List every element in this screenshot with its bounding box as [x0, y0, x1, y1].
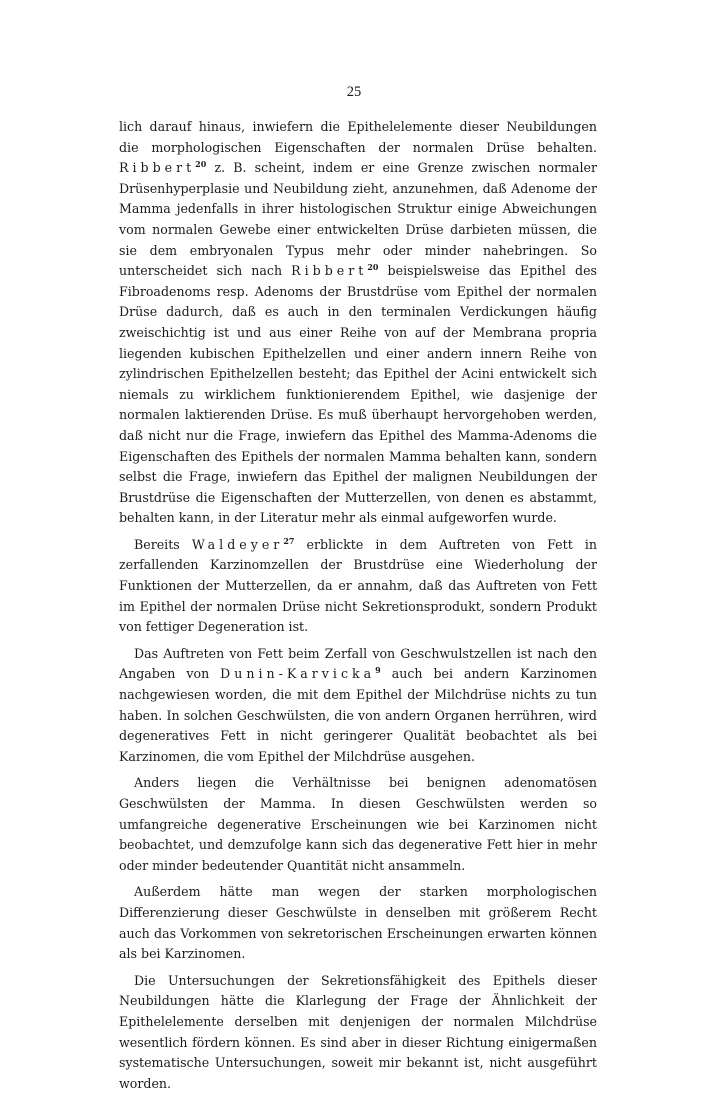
paragraph-text: z. B. scheint, indem er eine Grenze zwischen normaler Drüsenhyperplasie und Neubildung zieht, anzunehmen, daß Adenome der Mamma jedenfalls in ihrer histologischen Struktur einige Abweichungen vom normalen Gewebe einer entwickelten Drüse darbieten müssen, die sie dem embryonalen Typus mehr oder minder nahebringen. So unterscheidet sich nach	[119, 160, 597, 279]
paragraph	[119, 117, 597, 529]
author-name: Ribbert	[119, 160, 196, 176]
author-name: Waldeyer	[191, 536, 284, 552]
paragraph	[119, 535, 597, 638]
paragraph-text: Anders liegen die Verhältnisse bei benignen adenomatösen Geschwülsten der Mamma. In diesen Geschwülsten werden so umfangreiche degenerative Erscheinungen wie bei Karzinomen nicht beobachtet, und demzufolge kann sich das degenerative Fett hier in mehr oder minder bedeutender Quantität nicht ansammeln.	[119, 775, 597, 873]
author-name: Ribbert	[291, 263, 368, 279]
paragraph-text: erblickte in dem Auftreten von Fett in zerfallenden Karzinomzellen der Brustdrüse eine Wiederholung der Funktionen der Mutterzellen, da er annahm, daß das Auftreten von Fett im Epithel der normalen Drüse nicht Sekretionsprodukt, sondern Produkt von fettiger Degeneration ist.	[119, 536, 597, 635]
paragraph	[119, 882, 597, 964]
citation-reference: 20	[195, 159, 207, 170]
paragraph-text: beispielsweise das Epithel des Fibroadenoms resp. Adenoms der Brustdrüse vom Epithel der normalen Drüse dadurch, daß es auch in den terminalen Verdickungen häufig zweischichtig ist und aus einer Reihe von auf der Membrana propria liegenden kubischen Epithelzellen und einer andern innern Reihe von zylindrischen Epithelzellen besteht; das Epithel der Acini entwickelt sich niemals zu wirklichem funktionierendem Epithel, wie dasjenige der normalen laktierenden Drüse. Es muß überhaupt hervorgehoben werden, daß nicht nur die Frage, inwiefern das Epithel des Mamma-Adenoms die Eigenschaften des Epithels der normalen Mamma behalten kann, sondern selbst die Frage, inwiefern das Epithel der malignen Neubildungen der Brustdrüse die Eigenschaften der Mutterzellen, von denen es abstammt, behalten kann, in der Literatur mehr als einmal aufgeworfen wurde.	[119, 263, 597, 526]
author-name: Dunin-Karvicka	[220, 666, 376, 682]
paragraph	[119, 644, 597, 768]
citation-reference: 20	[367, 262, 379, 273]
paragraph-text: Bereits	[134, 536, 192, 552]
body-text	[119, 117, 597, 1100]
paragraph	[119, 971, 597, 1095]
paragraph-text: Das Auftreten von Fett beim Zerfall von Geschwulstzellen ist nach den Angaben von	[119, 645, 597, 682]
paragraph	[119, 773, 597, 876]
paragraph-text: lich darauf hinaus, inwiefern die Epithelelemente dieser Neubildungen die morphologischen Eigenschaften der normalen Drüse behalten.	[119, 119, 597, 155]
page-number: 25	[346, 84, 362, 100]
paragraph-text: Die Untersuchungen der Sekretionsfähigkeit des Epithels dieser Neubildungen hätte die Klarlegung der Frage der Ähnlichkeit der Epithelelemente derselben mit denjenigen der normalen Milchdrüse wesentlich fördern können. Es sind aber in dieser Richtung einigermaßen systematische Untersuchungen, soweit mir bekannt ist, nicht ausgeführt worden.	[119, 972, 597, 1091]
citation-reference: 9	[375, 665, 381, 676]
citation-reference: 27	[283, 535, 295, 546]
paragraph-text: auch bei andern Karzinomen nachgewiesen worden, die mit dem Epithel der Milchdrüse nichts zu tun haben. In solchen Geschwülsten, die von andern Organen herrühren, wird degeneratives Fett in nicht geringerer Qualität beobachtet als bei Karzinomen, die vom Epithel der Milchdrüse ausgehen.	[119, 666, 598, 764]
paragraph-text: Außerdem hätte man wegen der starken morphologischen Differenzierung dieser Geschwülste in denselben mit größerem Recht auch das Vorkommen von sekretorischen Erscheinungen erwarten können als bei Karzinomen.	[119, 884, 597, 962]
